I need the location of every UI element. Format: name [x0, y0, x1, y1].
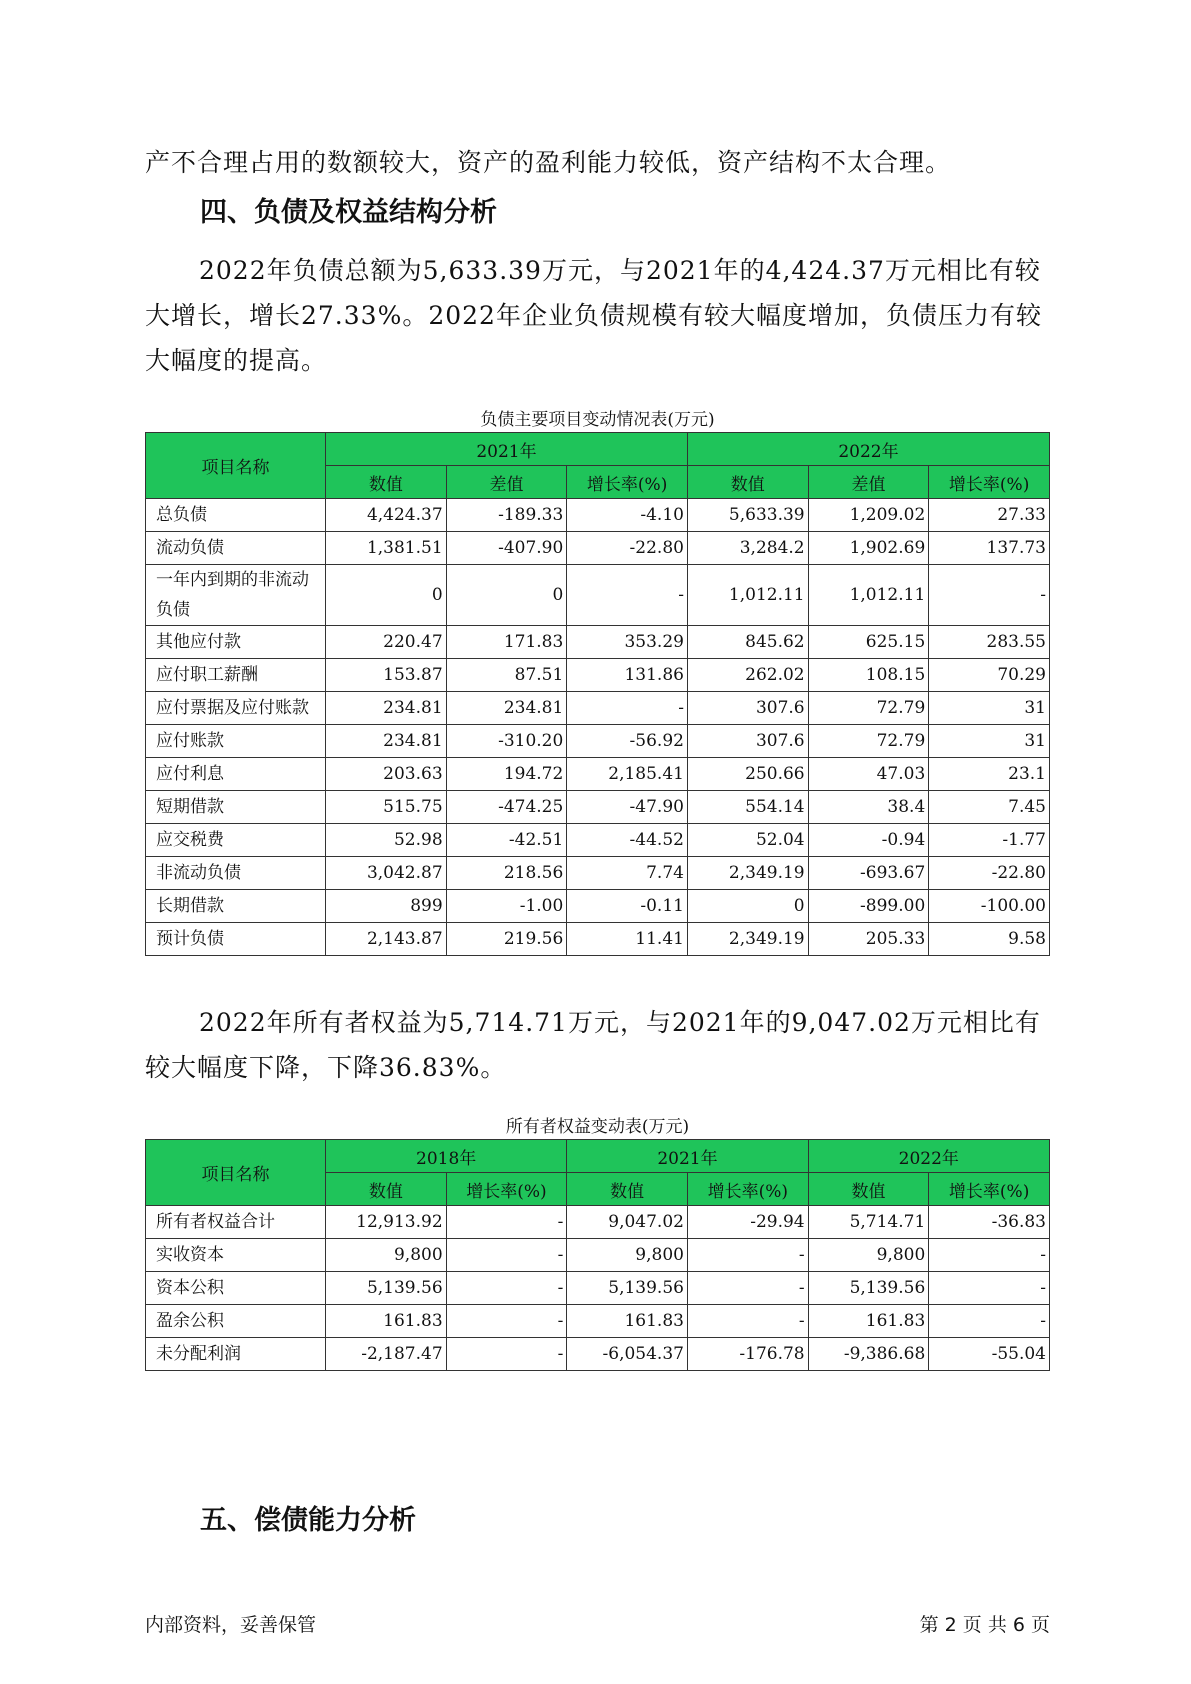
table-cell: 72.79	[808, 725, 929, 758]
table-cell: -1.77	[929, 824, 1050, 857]
table-cell: 515.75	[326, 791, 447, 824]
table-cell: 9,800	[326, 1239, 447, 1272]
table-cell: 52.04	[687, 824, 808, 857]
table-cell: 205.33	[808, 923, 929, 956]
table-cell: -9,386.68	[808, 1338, 929, 1371]
table-row	[146, 565, 1050, 626]
table-cell: 27.33	[929, 499, 1050, 532]
table-row	[146, 1239, 1050, 1272]
table-cell: -6,054.37	[567, 1338, 688, 1371]
table-cell: 262.02	[687, 659, 808, 692]
header-year-2021: 2021年	[326, 433, 688, 466]
table-cell: 7.74	[567, 857, 688, 890]
table-cell: -0.11	[567, 890, 688, 923]
table-cell: 4,424.37	[326, 499, 447, 532]
header-year-2022: 2022年	[808, 1140, 1049, 1173]
row-label: 盈余公积	[146, 1305, 326, 1338]
table-cell: 250.66	[687, 758, 808, 791]
table-cell: 153.87	[326, 659, 447, 692]
table-row	[146, 692, 1050, 725]
table-cell: 234.81	[326, 725, 447, 758]
table-cell: -29.94	[687, 1206, 808, 1239]
table-cell: -100.00	[929, 890, 1050, 923]
table-cell: 3,042.87	[326, 857, 447, 890]
intro-paragraph: 产不合理占用的数额较大，资产的盈利能力较低，资产结构不太合理。	[145, 148, 952, 177]
table-cell: -22.80	[929, 857, 1050, 890]
table-cell: 2,185.41	[567, 758, 688, 791]
table-row	[146, 532, 1050, 565]
table-cell: -	[687, 1305, 808, 1338]
subheader: 数值	[567, 1173, 688, 1206]
table-row	[146, 1272, 1050, 1305]
equity-paragraph: 2022年所有者权益为5,714.71万元，与2021年的9,047.02万元相比有较大幅度下降，下降36.83%。	[145, 1008, 1041, 1082]
subheader: 增长率(%)	[567, 466, 688, 499]
liability-table	[145, 432, 1050, 956]
row-label: 一年内到期的非流动负债	[146, 565, 326, 626]
table-cell: 11.41	[567, 923, 688, 956]
row-label: 应付账款	[146, 725, 326, 758]
table-cell: -1.00	[446, 890, 567, 923]
table-cell: 31	[929, 725, 1050, 758]
table-cell: -693.67	[808, 857, 929, 890]
table-cell: -4.10	[567, 499, 688, 532]
table-row	[146, 890, 1050, 923]
header-year-2018: 2018年	[326, 1140, 567, 1173]
row-label: 流动负债	[146, 532, 326, 565]
table-cell: 234.81	[326, 692, 447, 725]
table-cell: 218.56	[446, 857, 567, 890]
table-cell: 194.72	[446, 758, 567, 791]
table-cell: 9.58	[929, 923, 1050, 956]
table-cell: 87.51	[446, 659, 567, 692]
subheader: 增长率(%)	[929, 466, 1050, 499]
table-cell: -474.25	[446, 791, 567, 824]
table-row	[146, 659, 1050, 692]
table-cell: 1,381.51	[326, 532, 447, 565]
table-cell: 47.03	[808, 758, 929, 791]
subheader: 数值	[687, 466, 808, 499]
table-cell: -899.00	[808, 890, 929, 923]
row-label: 长期借款	[146, 890, 326, 923]
table-cell: -310.20	[446, 725, 567, 758]
header-item-name: 项目名称	[146, 1140, 326, 1206]
table-row	[146, 626, 1050, 659]
table-cell: 38.4	[808, 791, 929, 824]
table-cell: 31	[929, 692, 1050, 725]
table-cell: 2,349.19	[687, 857, 808, 890]
table-cell: 0	[446, 565, 567, 626]
table-cell: 9,800	[808, 1239, 929, 1272]
table-cell: 137.73	[929, 532, 1050, 565]
row-label: 应交税费	[146, 824, 326, 857]
table-cell: 23.1	[929, 758, 1050, 791]
subheader: 增长率(%)	[446, 1173, 567, 1206]
table-row	[146, 725, 1050, 758]
table-cell: 307.6	[687, 692, 808, 725]
table-cell: 1,902.69	[808, 532, 929, 565]
table-cell: -22.80	[567, 532, 688, 565]
table-cell: 0	[687, 890, 808, 923]
table-cell: 3,284.2	[687, 532, 808, 565]
table-cell: -	[687, 1239, 808, 1272]
header-year-2022: 2022年	[687, 433, 1049, 466]
subheader: 差值	[808, 466, 929, 499]
table-cell: -	[446, 1206, 567, 1239]
row-label: 应付职工薪酬	[146, 659, 326, 692]
row-label: 非流动负债	[146, 857, 326, 890]
subheader: 增长率(%)	[929, 1173, 1050, 1206]
header-item-name: 项目名称	[146, 433, 326, 499]
table-cell: 171.83	[446, 626, 567, 659]
table-cell: -	[446, 1305, 567, 1338]
table-cell: 131.86	[567, 659, 688, 692]
table-cell: -	[929, 1305, 1050, 1338]
table-cell: 161.83	[326, 1305, 447, 1338]
table-cell: 220.47	[326, 626, 447, 659]
table-row	[146, 824, 1050, 857]
table-cell: 5,139.56	[808, 1272, 929, 1305]
table-cell: 9,047.02	[567, 1206, 688, 1239]
table-cell: 161.83	[808, 1305, 929, 1338]
header-year-2021: 2021年	[567, 1140, 808, 1173]
subheader: 数值	[808, 1173, 929, 1206]
table-row	[146, 791, 1050, 824]
table-cell: 5,714.71	[808, 1206, 929, 1239]
table-cell: 307.6	[687, 725, 808, 758]
row-label: 应付利息	[146, 758, 326, 791]
table-cell: 283.55	[929, 626, 1050, 659]
table-cell: -36.83	[929, 1206, 1050, 1239]
table-cell: 1,012.11	[687, 565, 808, 626]
table-cell: 2,143.87	[326, 923, 447, 956]
table-cell: -	[567, 565, 688, 626]
equity-table-caption: 所有者权益变动表(万元)	[505, 1117, 690, 1137]
table-cell: 554.14	[687, 791, 808, 824]
table-row	[146, 923, 1050, 956]
liability-paragraph: 2022年负债总额为5,633.39万元，与2021年的4,424.37万元相比有较大增长，增长27.33%。2022年企业负债规模有较大幅度增加，负债压力有较大幅度的提高。	[145, 256, 1042, 375]
table-cell: -	[929, 1272, 1050, 1305]
table-cell: 52.98	[326, 824, 447, 857]
table-row	[146, 1206, 1050, 1239]
row-label: 短期借款	[146, 791, 326, 824]
subheader: 差值	[446, 466, 567, 499]
table-cell: 108.15	[808, 659, 929, 692]
table-cell: -	[446, 1272, 567, 1305]
table-cell: -	[446, 1338, 567, 1371]
table-cell: 219.56	[446, 923, 567, 956]
row-label: 总负债	[146, 499, 326, 532]
table-cell: 7.45	[929, 791, 1050, 824]
row-label: 实收资本	[146, 1239, 326, 1272]
table-cell: 1,012.11	[808, 565, 929, 626]
subheader: 数值	[326, 1173, 447, 1206]
table-cell: 5,633.39	[687, 499, 808, 532]
table-cell: -	[567, 692, 688, 725]
section-four-heading: 四、负债及权益结构分析	[200, 197, 497, 228]
table-cell: -42.51	[446, 824, 567, 857]
table-cell: 625.15	[808, 626, 929, 659]
equity-table	[145, 1139, 1050, 1371]
table-cell: 12,913.92	[326, 1206, 447, 1239]
table-cell: -	[446, 1239, 567, 1272]
subheader: 数值	[326, 466, 447, 499]
row-label: 预计负债	[146, 923, 326, 956]
row-label: 资本公积	[146, 1272, 326, 1305]
table-cell: -55.04	[929, 1338, 1050, 1371]
row-label: 其他应付款	[146, 626, 326, 659]
table-cell: -407.90	[446, 532, 567, 565]
table-cell: 899	[326, 890, 447, 923]
section-five-heading: 五、偿债能力分析	[200, 1505, 416, 1536]
table-row	[146, 1338, 1050, 1371]
table-cell: 0	[326, 565, 447, 626]
table-cell: -56.92	[567, 725, 688, 758]
table-cell: 234.81	[446, 692, 567, 725]
table-cell: -189.33	[446, 499, 567, 532]
table-cell: 161.83	[567, 1305, 688, 1338]
table-cell: -	[929, 565, 1050, 626]
table-cell: 845.62	[687, 626, 808, 659]
table-row	[146, 499, 1050, 532]
table-cell: -176.78	[687, 1338, 808, 1371]
table-cell: -	[929, 1239, 1050, 1272]
table-cell: 72.79	[808, 692, 929, 725]
table-cell: -47.90	[567, 791, 688, 824]
footer-confidential-note: 内部资料，妥善保管	[145, 1614, 317, 1636]
table-cell: -2,187.47	[326, 1338, 447, 1371]
table-row	[146, 758, 1050, 791]
row-label: 所有者权益合计	[146, 1206, 326, 1239]
table-row	[146, 857, 1050, 890]
table-row	[146, 1305, 1050, 1338]
subheader: 增长率(%)	[687, 1173, 808, 1206]
row-label: 应付票据及应付账款	[146, 692, 326, 725]
table-cell: -44.52	[567, 824, 688, 857]
table-cell: 5,139.56	[326, 1272, 447, 1305]
row-label: 未分配利润	[146, 1338, 326, 1371]
table-cell: 2,349.19	[687, 923, 808, 956]
table-cell: -0.94	[808, 824, 929, 857]
table-cell: 5,139.56	[567, 1272, 688, 1305]
table-cell: 1,209.02	[808, 499, 929, 532]
table-cell: 9,800	[567, 1239, 688, 1272]
table-cell: 203.63	[326, 758, 447, 791]
table-cell: -	[687, 1272, 808, 1305]
table-cell: 353.29	[567, 626, 688, 659]
liability-table-caption: 负债主要项目变动情况表(万元)	[480, 410, 715, 430]
table-cell: 70.29	[929, 659, 1050, 692]
footer-page-number: 第 2 页 共 6 页	[919, 1614, 1050, 1636]
